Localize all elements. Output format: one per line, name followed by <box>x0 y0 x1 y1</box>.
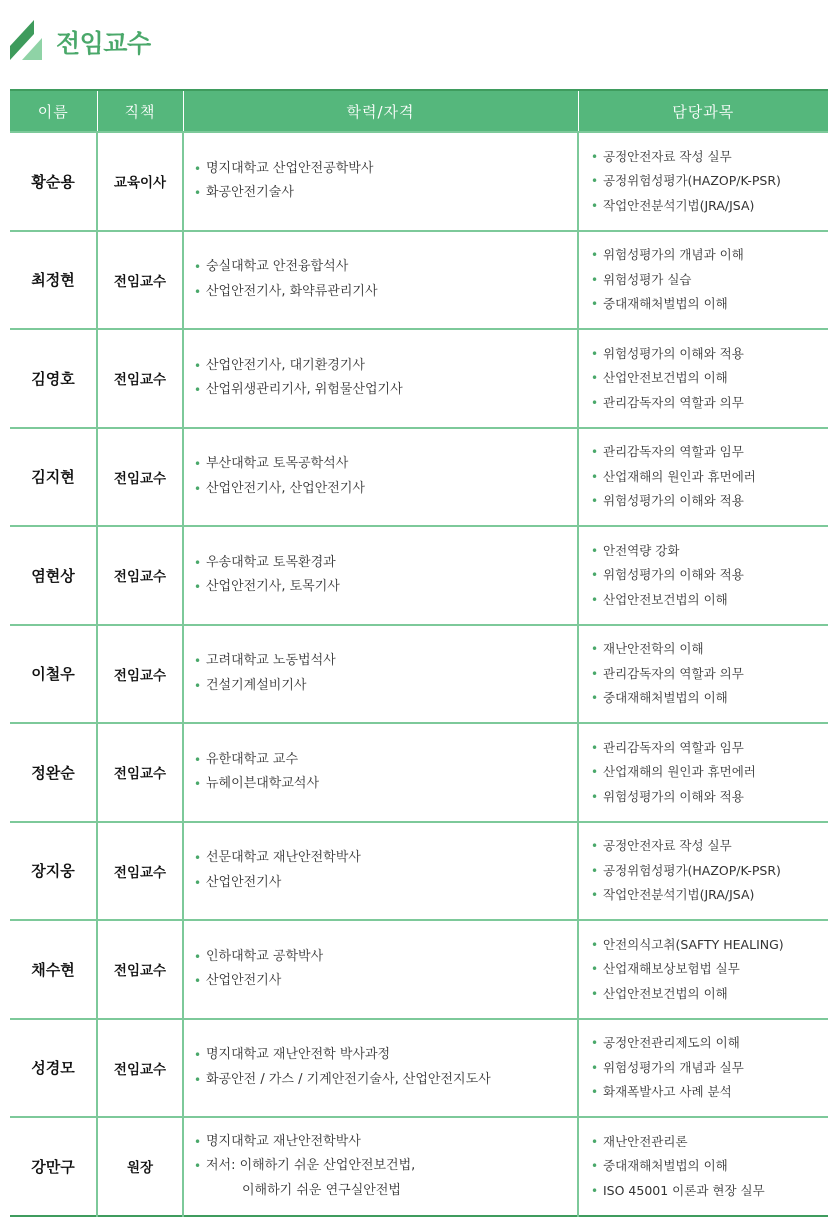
subject-list <box>591 1031 828 1105</box>
subject-item: • 작업안전분석기법(JRA/JSA) <box>591 883 828 908</box>
education-list <box>194 945 577 994</box>
faculty-education <box>183 723 578 822</box>
header-name: 이름 <box>10 90 97 132</box>
subject-item: • 산업재해의 원인과 휴먼에러 <box>591 760 828 785</box>
faculty-education <box>183 526 578 625</box>
subject-item: • 중대재해처벌법의 이해 <box>591 1154 828 1179</box>
table-row <box>10 132 828 231</box>
education-list <box>194 354 577 403</box>
subject-item: • 공정위험성평가(HAZOP/K-PSR) <box>591 859 828 884</box>
education-item: • 유한대학교 교수 <box>194 748 577 773</box>
education-item: • 화공안전 / 가스 / 기계안전기술사, 산업안전지도사 <box>194 1068 577 1093</box>
subject-item: • 위험성평가의 이해와 적용 <box>591 785 828 810</box>
faculty-name: 성경모 <box>10 1019 97 1118</box>
faculty-subjects <box>578 132 828 231</box>
education-item: • 우송대학교 토목환경과 <box>194 551 577 576</box>
faculty-table <box>10 89 828 1217</box>
faculty-education <box>183 329 578 428</box>
education-item-continued: 이해하기 쉬운 연구실안전법 <box>242 1182 401 1198</box>
education-item: • 선문대학교 재난안전학박사 <box>194 846 577 871</box>
faculty-education <box>183 428 578 527</box>
subject-list <box>591 834 828 908</box>
subject-item: • 산업재해보상보험법 실무 <box>591 957 828 982</box>
faculty-name: 채수현 <box>10 920 97 1019</box>
faculty-subjects <box>578 1117 828 1216</box>
faculty-position: 전임교수 <box>97 822 183 921</box>
table-row <box>10 625 828 724</box>
faculty-position: 전임교수 <box>97 723 183 822</box>
faculty-education <box>183 920 578 1019</box>
faculty-name: 김지현 <box>10 428 97 527</box>
education-item: • 숭실대학교 안전융합석사 <box>194 255 577 280</box>
subject-item: • 화재폭발사고 사례 분석 <box>591 1080 828 1105</box>
table-row <box>10 822 828 921</box>
subject-item: • 위험성평가의 이해와 적용 <box>591 563 828 588</box>
faculty-education <box>183 231 578 330</box>
faculty-subjects <box>578 920 828 1019</box>
subject-list <box>591 243 828 317</box>
page-header <box>8 14 408 66</box>
faculty-position: 원장 <box>97 1117 183 1216</box>
subject-item: • 산업재해의 원인과 휴먼에러 <box>591 465 828 490</box>
education-list <box>194 452 577 501</box>
faculty-name: 황순용 <box>10 132 97 231</box>
faculty-subjects <box>578 526 828 625</box>
subject-item: • 중대재해처벌법의 이해 <box>591 292 828 317</box>
table-row <box>10 428 828 527</box>
education-list <box>194 551 577 600</box>
faculty-subjects <box>578 625 828 724</box>
faculty-name: 염현상 <box>10 526 97 625</box>
subject-list <box>591 342 828 416</box>
education-item: • 명지대학교 산업안전공학박사 <box>194 157 577 182</box>
faculty-position: 전임교수 <box>97 428 183 527</box>
subject-list <box>591 145 828 219</box>
header-position: 직책 <box>97 90 183 132</box>
education-list <box>194 157 577 206</box>
faculty-name: 정완순 <box>10 723 97 822</box>
page-title: 전임교수 <box>56 29 151 58</box>
education-item: • 산업안전기사, 대기환경기사 <box>194 354 577 379</box>
subject-item: • 공정안전관리제도의 이해 <box>591 1031 828 1056</box>
faculty-position: 전임교수 <box>97 625 183 724</box>
subject-list <box>591 637 828 711</box>
subject-item: • 관리감독자의 역할과 임무 <box>591 736 828 761</box>
table-row <box>10 329 828 428</box>
table-row <box>10 526 828 625</box>
faculty-position: 전임교수 <box>97 329 183 428</box>
faculty-name: 최정현 <box>10 231 97 330</box>
subject-item: • 위험성평가의 이해와 적용 <box>591 342 828 367</box>
education-item: • 산업위생관리기사, 위험물산업기사 <box>194 378 577 403</box>
subject-item: • 관리감독자의 역할과 의무 <box>591 662 828 687</box>
subject-list <box>591 539 828 613</box>
education-item: • 인하대학교 공학박사 <box>194 945 577 970</box>
education-item: • 화공안전기술사 <box>194 181 577 206</box>
faculty-name: 장지웅 <box>10 822 97 921</box>
subject-item: • 재난안전학의 이해 <box>591 637 828 662</box>
table-header-row <box>10 90 828 132</box>
subject-item: • 중대재해처벌법의 이해 <box>591 686 828 711</box>
subject-item: • 위험성평가 실습 <box>591 268 828 293</box>
faculty-education <box>183 1019 578 1118</box>
subject-item: • 위험성평가의 이해와 적용 <box>591 489 828 514</box>
faculty-position: 전임교수 <box>97 231 183 330</box>
table-row <box>10 231 828 330</box>
subject-list <box>591 1130 828 1204</box>
subject-item: • 관리감독자의 역할과 의무 <box>591 391 828 416</box>
education-list <box>194 1043 577 1092</box>
subject-item: • 산업안전보건법의 이해 <box>591 982 828 1007</box>
subject-item: • ISO 45001 이론과 현장 실무 <box>591 1179 828 1204</box>
education-list <box>194 649 577 698</box>
faculty-name: 김영호 <box>10 329 97 428</box>
table-row <box>10 1117 828 1216</box>
table-body <box>10 132 828 1216</box>
leaf-slash-icon <box>8 16 44 62</box>
faculty-position: 교육이사 <box>97 132 183 231</box>
subject-item: • 산업안전보건법의 이해 <box>591 366 828 391</box>
table-row <box>10 1019 828 1118</box>
faculty-position: 전임교수 <box>97 920 183 1019</box>
subject-item: • 공정안전자료 작성 실무 <box>591 834 828 859</box>
subject-item: • 재난안전관리론 <box>591 1130 828 1155</box>
education-list <box>194 1130 577 1204</box>
education-item: • 산업안전기사, 화약류관리기사 <box>194 280 577 305</box>
faculty-education <box>183 625 578 724</box>
table-row <box>10 920 828 1019</box>
education-list <box>194 255 577 304</box>
subject-list <box>591 440 828 514</box>
education-item: • 건설기계설비기사 <box>194 674 577 699</box>
faculty-subjects <box>578 231 828 330</box>
subject-item: • 작업안전분석기법(JRA/JSA) <box>591 194 828 219</box>
subject-item: • 안전역량 강화 <box>591 539 828 564</box>
subject-list <box>591 736 828 810</box>
faculty-subjects <box>578 1019 828 1118</box>
faculty-education <box>183 132 578 231</box>
education-item: • 산업안전기사 <box>194 969 577 994</box>
header-education: 학력/자격 <box>183 90 578 132</box>
subject-list <box>591 933 828 1007</box>
education-item: • 산업안전기사, 토목기사 <box>194 575 577 600</box>
education-item: • 저서: 이해하기 쉬운 산업안전보건법, <box>194 1154 577 1179</box>
education-item: • 산업안전기사 <box>194 871 577 896</box>
subject-item: • 공정위험성평가(HAZOP/K-PSR) <box>591 169 828 194</box>
subject-item: • 위험성평가의 개념과 실무 <box>591 1056 828 1081</box>
faculty-position: 전임교수 <box>97 1019 183 1118</box>
faculty-position: 전임교수 <box>97 526 183 625</box>
faculty-name: 강만구 <box>10 1117 97 1216</box>
subject-item: • 공정안전자료 작성 실무 <box>591 145 828 170</box>
faculty-subjects <box>578 329 828 428</box>
education-item: • 부산대학교 토목공학석사 <box>194 452 577 477</box>
subject-item: • 산업안전보건법의 이해 <box>591 588 828 613</box>
subject-item: • 안전의식고취(SAFTY HEALING) <box>591 933 828 958</box>
faculty-subjects <box>578 822 828 921</box>
faculty-education <box>183 1117 578 1216</box>
faculty-education <box>183 822 578 921</box>
faculty-subjects <box>578 428 828 527</box>
education-item: • 산업안전기사, 산업안전기사 <box>194 477 577 502</box>
faculty-subjects <box>578 723 828 822</box>
education-list <box>194 846 577 895</box>
subject-item: • 관리감독자의 역할과 임무 <box>591 440 828 465</box>
header-subjects: 담당과목 <box>578 90 828 132</box>
education-item: • 뉴헤이븐대학교석사 <box>194 772 577 797</box>
education-list <box>194 748 577 797</box>
education-item: • 고려대학교 노동법석사 <box>194 649 577 674</box>
education-item: • 명지대학교 재난안전학박사 <box>194 1130 577 1155</box>
subject-item: • 위험성평가의 개념과 이해 <box>591 243 828 268</box>
faculty-name: 이철우 <box>10 625 97 724</box>
table-row <box>10 723 828 822</box>
education-item: • 명지대학교 재난안전학 박사과정 <box>194 1043 577 1068</box>
